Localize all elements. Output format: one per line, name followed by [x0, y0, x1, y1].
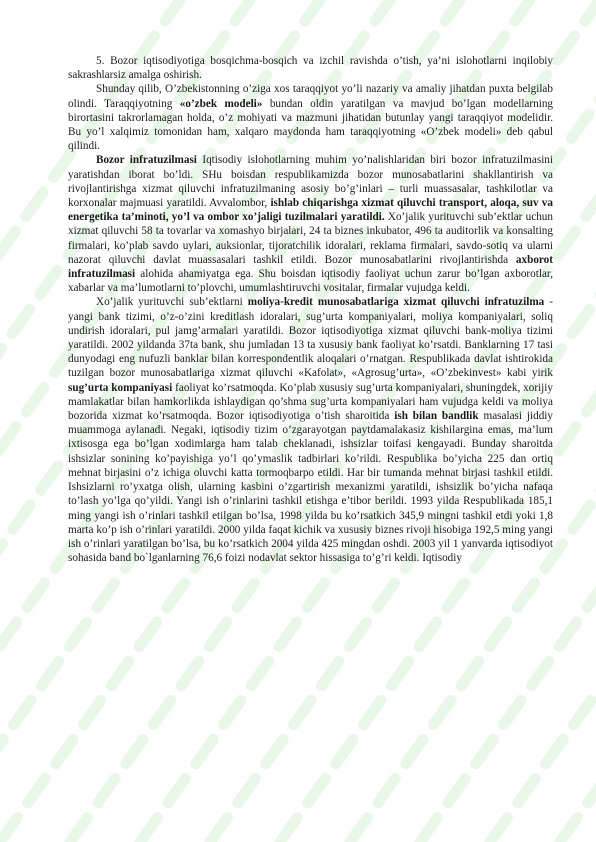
text-run: - yangi bank tizimi, o’z-o’zini kreditlash idoralari, sug’urta kompaniyalari, moliya kompaniyalari, soliq undirish idoralari, pul jamg’armalari yaratildi. Bozor iqtisodiyotiga xizmat qiluvchi bank-moliya tizimi yaratildi. 2002 yildanda 37ta bank, shu jumladan 13 ta xususiy bank faoliyat ko’rsatdi. Banklarning 17 tasi dunyodagi eng nufuzli banklar bilan korrespondentlik aloqalari o’rnatgan. Respublikada davlat ishtirokida tuzilgan bozor munosabatlariga xizmat qiluvchi «Kafolat», «Agrosug’urta», «O’zbekinvest» kabi yirik	[68, 296, 553, 380]
bold-term: axborot infratuzilmasi	[68, 253, 553, 281]
text-run: Iqtisodiy islohotlarning muhim yo’nalishlaridan biri bozor infratuzilmasini yaratishdan iborat bo’ldi. SHu boisdan respublikamizda bozor munosabatlarini shakllantirish va rivojlantirishga xizmat qiluvchi infratuzilmaning asosiy bo’g’inlari – turli muassasalar, tashkilotlar va korxonalar majmuasi yaratildi. Avvalombor,	[68, 154, 554, 210]
text-run: Shunday qilib, O’zbekistonning o’ziga xos taraqqiyot yo’li nazariy va amaliy jihatdan puxta belgilab olindi. Taraqqiyotning	[68, 83, 553, 110]
bold-term: ishlab chiqarishga xizmat qiluvchi transport, aloqa, suv va energetika ta’minoti, yo’l va ombor xo’jaligi tuzilmalari yaratildi.	[68, 197, 553, 224]
paragraph-3	[68, 153, 553, 295]
watermark-stroke	[560, 0, 596, 842]
text-run: 5. Bozor iqtisodiyotiga bosqichma-bosqich va izchil ravishda o’tish, ya’ni islohotlarni inqilobiy sakrashlarsiz amalga oshirish.	[68, 55, 553, 82]
bold-term: sug’urta kompaniyasi	[68, 381, 173, 394]
text-run: alohida ahamiyatga ega. Shu boisdan iqtisodiy faoliyat uchun zarur bo’lgan axborotlar, xabarlar va ma’lumotlarni to’plovchi, umumlashtiruvchi vositalar, firmalar vujudga keldi.	[68, 268, 553, 295]
text-run: Xo’jalik yurituvchi sub’ektlar uchun xizmat qiluvchi 58 ta tovarlar va xomashyo birjalari, 24 ta biznes inkubator, 496 ta auditorlik va konsalting firmalari, ko’plab savdo uylari, auksionlar, tijoratchilik idoralari, reklama firmalari, savdo-sotiq va ularni nazorat qiluvchi davlat muassasalari tashkil etildi. Bozor munosabatlarini rivojlantirishda	[68, 211, 553, 266]
paragraph-1	[68, 54, 553, 82]
bold-term: «o’zbek modeli»	[179, 97, 263, 110]
paragraph-4	[68, 295, 553, 565]
bold-term: ish bilan bandlik	[394, 410, 479, 423]
text-run: masalasi jiddiy muammoga aylanadi. Negaki, iqtisodiy tizim o’zgarayotgan paytdamalakasiz kishilargina emas, ma’lum ixtisosga ega bo’lgan xodimlarga ham talab cheklanadi, ishsizlar toifasi kengayadi. Bunday sharoitda ishsizlar sonining ko’payishiga yo’l qo’ymaslik tadbirlari ko’rildi. Respublika bo’yicha 225 dan ortiq mehnat birjasini o’z ichiga oluvchi katta tormoqbarpo etildi. Har bir tumanda mehnat birjasi tashkil etildi. Ishsizlarni ro’yxatga olish, ularning kasbini o’zgartirish mexanizmi yaratildi, ishsizlik bo’yicha nafaqa to’lash yo’lga qo’yildi. Yangi ish o’rinlarini tashkil etishga e’tibor berildi. 1993 yilda Respublikada 185,1 ming yangi ish o’rinlari tashkil etilgan bo’lsa, 1998 yilda bu ko’rsatkich 345,9 mingni tashkil etdi yoki 1,8 marta ko’p ish o’rinlari yaratildi. 2000 yilda faqat kichik va xususiy biznes rivoji hisobiga 192,5 ming yangi ish o’rinlari yaratilgan bo’lsa, bu ko’rsatkich 2004 yilda 425 mingdan oshdi. 2003 yil 1 yanvarda iqtisodiyot sohasida band bo`lganlarning 76,6 foizi nodavlat sektor hissasiga to’g’ri keldi. Iqtisodiy	[68, 410, 553, 565]
text-run: Xo’jalik yurituvchi sub’ektlarni	[96, 296, 248, 309]
text-run: bundan oldin yaratilgan va mavjud bo’lgan modellarning birortasini takrorlamagan holda, o’z mohiyati va mazmuni jihatidan butunlay yangi taraqqiyot modelidir. Bu yo’l xalqimiz tomonidan ham, xalqaro maydonda ham taraqqiyotning «O’zbek modeli» deb qabul qilindi.	[68, 97, 554, 153]
paragraph-2	[68, 82, 553, 153]
bold-term: moliya-kredit munosabatlariga xizmat qiluvchi infratuzilma	[247, 296, 545, 309]
bold-term: Bozor infratuzilmasi	[96, 154, 197, 167]
document-body	[68, 54, 553, 565]
text-run: faoliyat ko’rsatmoqda. Ko’plab xususiy sug’urta kompaniyalari, shuningdek, xorijiy mamlakatlar bilan hamkorlikda ishlaydigan qo’shma sug’urta kompaniyalari ham vujudga keldi va moliya bozorida xizmat ko’rsatmoqda. Bozor iqtisodiyotiga o’tish sharoitida	[68, 381, 553, 423]
